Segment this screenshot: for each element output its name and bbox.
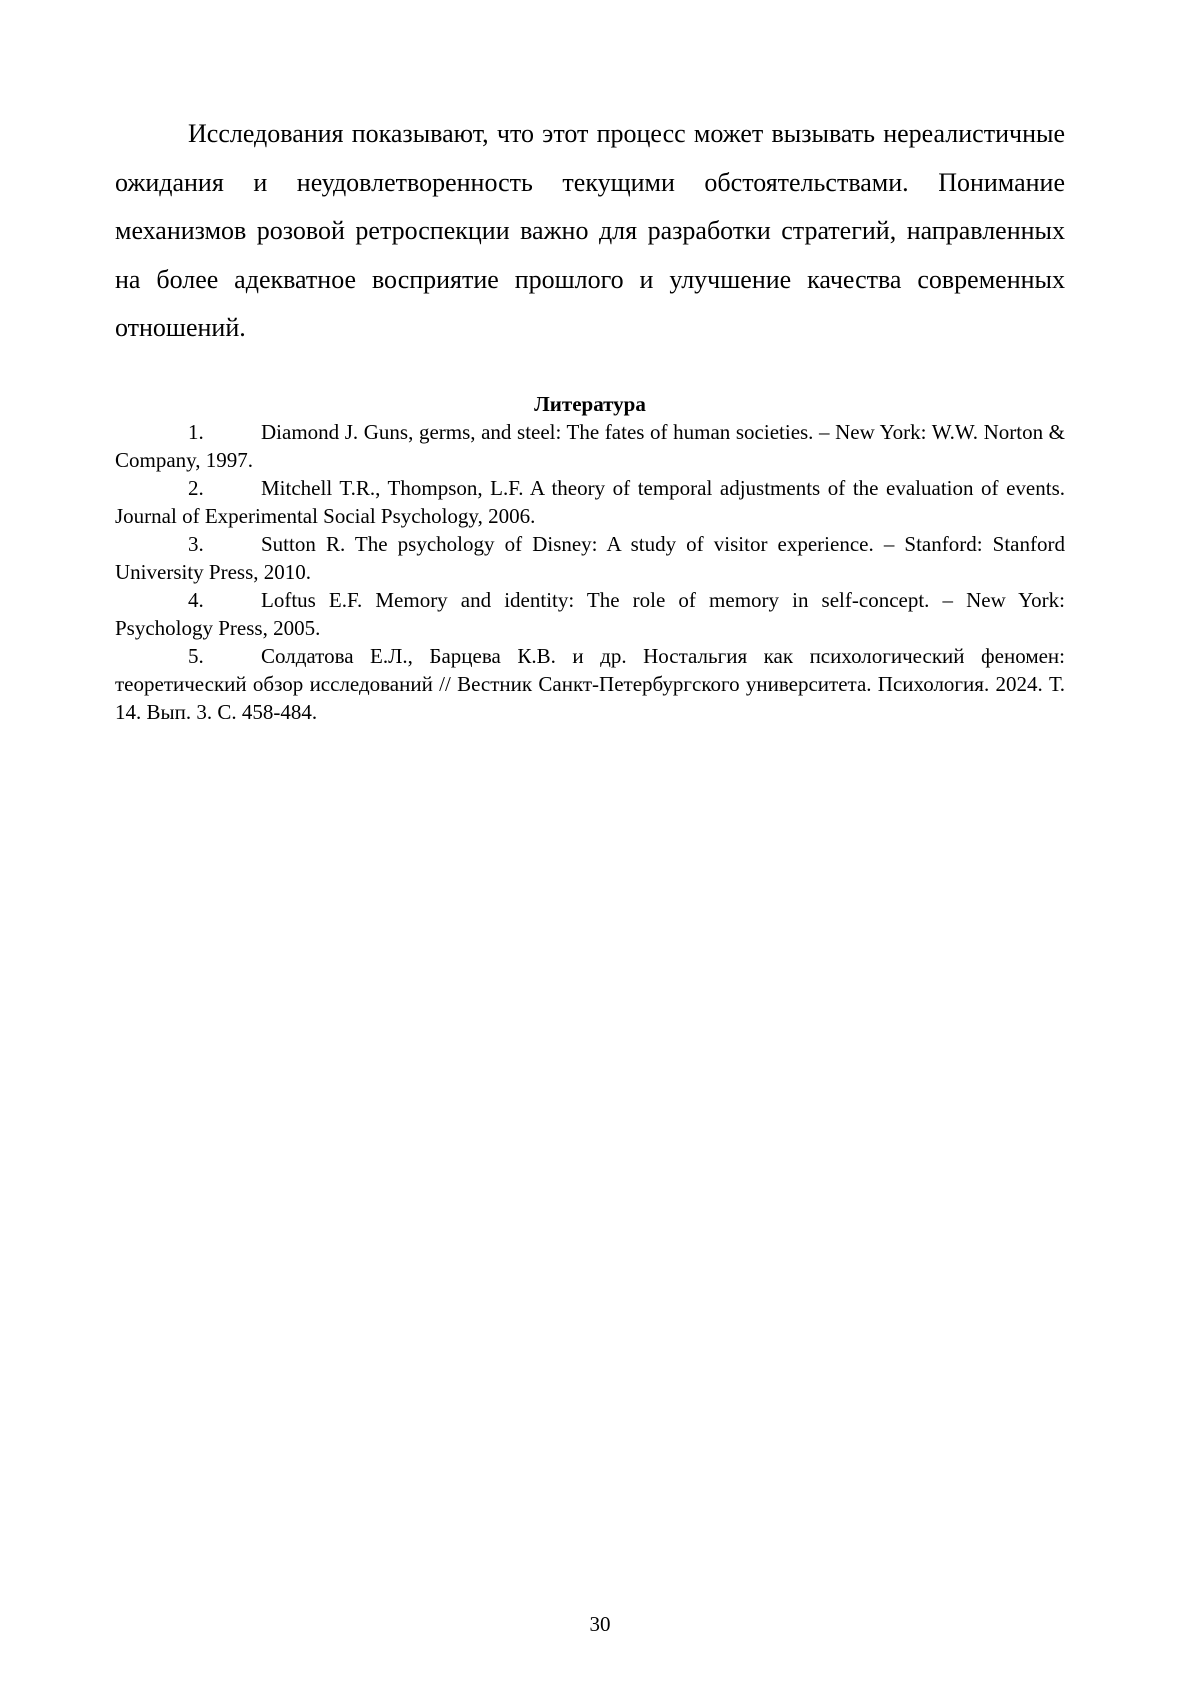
reference-text: Mitchell T.R., Thompson, L.F. A theory of temporal adjustments of the evaluation of events. Journal of Experimental Social Psychology, 2006. <box>115 476 1065 528</box>
reference-number: 2. <box>188 474 261 502</box>
reference-item-1 <box>115 418 1065 474</box>
references-list <box>115 418 1065 726</box>
references-section <box>115 390 1065 726</box>
reference-item-5 <box>115 642 1065 726</box>
document-page <box>0 0 1200 1697</box>
reference-number: 3. <box>188 530 261 558</box>
references-heading: Литература <box>115 390 1065 418</box>
reference-number: 5. <box>188 642 261 670</box>
reference-number: 4. <box>188 586 261 614</box>
page-number: 30 <box>0 1610 1200 1638</box>
reference-item-3 <box>115 530 1065 586</box>
reference-item-4 <box>115 586 1065 642</box>
body-paragraph: Исследования показывают, что этот процесс может вызывать нереали­стичные ожидания и неудовлетворенность текущими обстоятельствами. По­нимание механизмов розовой ретроспекции важно для разработки стратегий, направленных на более адекватное восприятие прошлого и улучшение каче­ства современных отношений. <box>115 110 1065 353</box>
reference-text: Sutton R. The psychology of Disney: A study of visitor experience. – Stanford: Stanford University Press, 2010. <box>115 532 1065 584</box>
reference-text: Солдатова Е.Л., Барцева К.В. и др. Ностальгия как психологический фено­мен: теоретический обзор исследований // Вестник Санкт-Петербургского университета. Психология. 2024. Т. 14. Вып. 3. С. 458-484. <box>115 644 1065 724</box>
reference-text: Loftus E.F. Memory and identity: The role of memory in self-concept. – New York: Psychology Press, 2005. <box>115 588 1065 640</box>
reference-text: Diamond J. Guns, germs, and steel: The fates of human societies. – New York: W.W. Norton & Company, 1997. <box>115 420 1065 472</box>
reference-item-2 <box>115 474 1065 530</box>
reference-number: 1. <box>188 418 261 446</box>
